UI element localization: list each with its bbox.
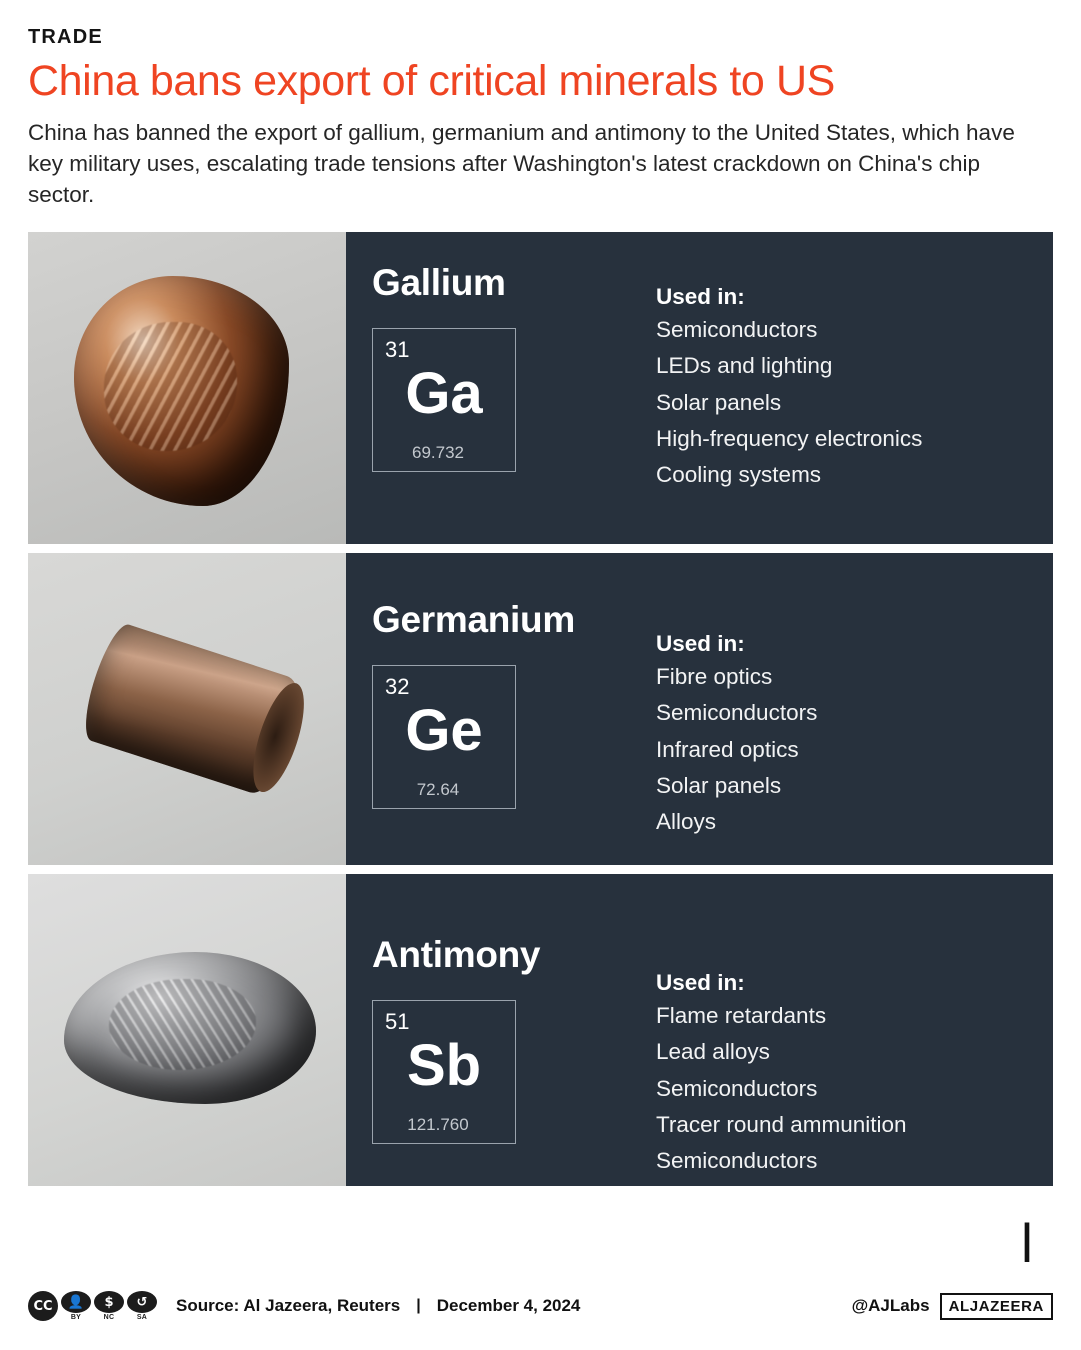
periodic-tile [372,1000,516,1144]
cc-by [61,1291,91,1321]
list-item: Semiconductors [656,316,818,342]
no-commercial-icon: $ [94,1291,124,1313]
element-symbol: Sb [406,1032,482,1098]
germanium-uses [656,553,1053,865]
element-rows [28,232,1053,1186]
list-item: Lead alloys [656,1039,770,1065]
list-item: Tracer round ammunition [656,1112,907,1138]
element-card-germanium [28,553,1053,865]
footer-branding [852,1293,1053,1320]
germanium-mineral-photo [28,553,346,865]
antimony-identity [346,874,656,1186]
element-card-antimony [28,874,1053,1186]
publication-date: December 4, 2024 [436,1296,581,1315]
aljazeera-wordmark: ALJAZEERA [940,1293,1053,1320]
atomic-mass: 121.760 [407,1114,469,1134]
cc-by-label: BY [70,1314,82,1321]
list-item: Solar panels [656,389,782,415]
element-name: Antimony [372,933,541,975]
atomic-number: 32 [385,673,410,699]
gallium-mineral-photo [28,232,346,544]
list-item: Semiconductors [656,1148,818,1174]
ajlabs-handle: @AJLabs [851,1296,930,1315]
element-symbol: Ge [405,697,483,763]
list-item: Alloys [656,809,717,835]
periodic-tile [372,665,516,809]
antimony-uses [656,874,1053,1186]
list-item: Semiconductors [656,1075,818,1101]
element-symbol: Ga [405,360,483,426]
periodic-tile [372,328,516,472]
page-title: China bans export of critical minerals to US [28,57,835,105]
used-in-label: Used in: [656,969,745,995]
mineral-shape-icon [76,620,312,800]
list-item: Infrared optics [656,736,799,762]
cc-nc [94,1291,124,1321]
standfirst-text: China has banned the export of gallium, germanium and antimony to the United States, which have key military uses, escalating trade tensions after Washington's latest crackdown on China's chip sector. [28,119,1015,207]
mineral-shape-icon [74,276,289,506]
gallium-info-panel [346,232,1053,544]
gallium-uses [656,232,1053,544]
antimony-mineral-photo [28,874,346,1186]
share-alike-icon: ↺ [127,1291,157,1313]
list-item: Semiconductors [656,700,818,726]
kicker-label: TRADE [28,26,103,48]
list-item: LEDs and lighting [656,353,833,379]
list-item: Flame retardants [656,1002,827,1028]
list-item: High-frequency electronics [656,426,923,452]
gallium-identity [346,232,656,544]
footer-separator: | [416,1297,421,1314]
atomic-mass: 69.732 [412,442,464,462]
person-icon: 👤 [61,1291,91,1313]
antimony-info-panel [346,874,1053,1186]
used-in-label: Used in: [656,630,745,656]
list-item: Fibre optics [656,663,773,689]
element-name: Gallium [372,261,506,303]
element-card-gallium [28,232,1053,544]
cc-sa-label: SA [136,1314,148,1321]
list-item: Solar panels [656,773,782,799]
atomic-number: 31 [385,336,410,362]
cc-nc-label: NC [103,1314,115,1321]
germanium-identity [346,553,656,865]
source-text: Source: Al Jazeera, Reuters [176,1296,401,1315]
used-in-label: Used in: [656,283,745,309]
atomic-mass: 72.64 [416,779,460,799]
atomic-number: 51 [385,1008,410,1034]
list-item: Cooling systems [656,462,822,488]
germanium-info-panel [346,553,1053,865]
element-name: Germanium [372,598,575,640]
mineral-shape-icon [64,952,316,1104]
cc-icon: CC [28,1291,58,1321]
cc-sa [127,1291,157,1321]
aljazeera-calligraphy-logo-icon: ا [1019,1215,1035,1275]
footer [28,1280,1053,1332]
creative-commons-license-icon [28,1291,160,1321]
